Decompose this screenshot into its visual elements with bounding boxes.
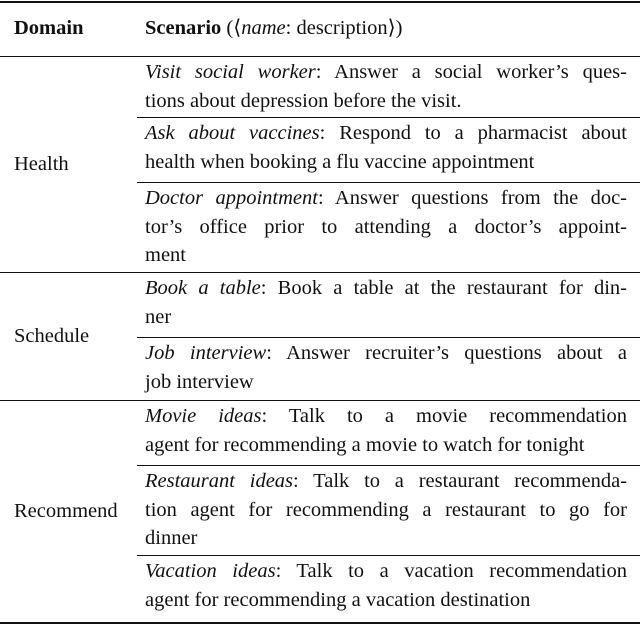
scenario-line: ment	[145, 244, 186, 266]
top-rule	[0, 1, 640, 3]
scenario-name: Vacation ideas	[145, 560, 276, 582]
scenario-line	[145, 58, 627, 86]
row-rule	[137, 182, 640, 183]
scenario-name: Doctor appointment	[145, 187, 318, 209]
row-rule	[137, 555, 640, 556]
scenario-description: : Book a table at the restaurant for din-	[260, 277, 627, 299]
header-rule	[0, 56, 640, 57]
scenario-line: agent for recommending a vacation destination	[145, 588, 531, 611]
scenario-line	[145, 467, 627, 495]
scenario-line: tion agent for recommending a restaurant to go for	[145, 498, 627, 521]
scenario-line: dinner	[145, 527, 198, 549]
scenario-name: Visit social worker	[145, 61, 316, 83]
scenario-description: : Talk to a restaurant recommenda-	[293, 470, 627, 492]
scenario-description: : Talk to a movie recommendation	[261, 405, 627, 427]
scenario-line	[145, 402, 627, 430]
header-open: (⟨	[221, 17, 242, 39]
scenario-description: : Answer a social worker’s ques-	[315, 61, 627, 83]
scenario-line	[145, 557, 627, 585]
scenario-line: job interview	[145, 370, 254, 393]
scenario-description: : Answer questions from the doc-	[317, 187, 627, 209]
domain-label: Health	[14, 153, 69, 175]
scenario-name: Book a table	[145, 277, 261, 299]
header-scenario	[145, 14, 402, 43]
row-rule	[137, 337, 640, 338]
row-rule	[137, 117, 640, 118]
scenario-line	[145, 274, 627, 302]
row-rule	[137, 465, 640, 466]
scenario-line: agent for recommending a movie to watch for tonight	[145, 433, 585, 456]
scenario-name: Ask about vaccines	[145, 122, 320, 144]
scenario-line: health when booking a flu vaccine appointment	[145, 150, 535, 173]
scenario-name: Movie ideas	[145, 405, 262, 427]
bottom-rule	[0, 622, 640, 624]
scenario-line: ner	[145, 305, 172, 328]
scenario-line	[145, 339, 627, 367]
header-scenario-bold: Scenario	[145, 17, 222, 39]
scenario-description: : Answer recruiter’s questions about a	[266, 342, 627, 364]
scenario-name: Restaurant ideas	[145, 470, 294, 492]
header-domain: Domain	[14, 17, 84, 39]
scenario-line: tor’s office prior to attending a doctor’s appoint-	[145, 215, 627, 238]
domain-label: Recommend	[14, 500, 118, 522]
group-rule	[0, 400, 640, 401]
scenario-line	[145, 184, 627, 212]
scenario-description: : Talk to a vacation recommendation	[275, 560, 627, 582]
domain-label: Schedule	[14, 325, 90, 347]
group-rule	[0, 272, 640, 273]
scenario-name: Job interview	[145, 342, 267, 364]
header-italic: name	[241, 17, 286, 39]
scenario-description: : Respond to a pharmacist about	[319, 122, 627, 144]
header-close: : description⟩)	[285, 17, 403, 39]
scenario-line	[145, 119, 627, 147]
scenario-line: tions about depression before the visit.	[145, 89, 462, 112]
